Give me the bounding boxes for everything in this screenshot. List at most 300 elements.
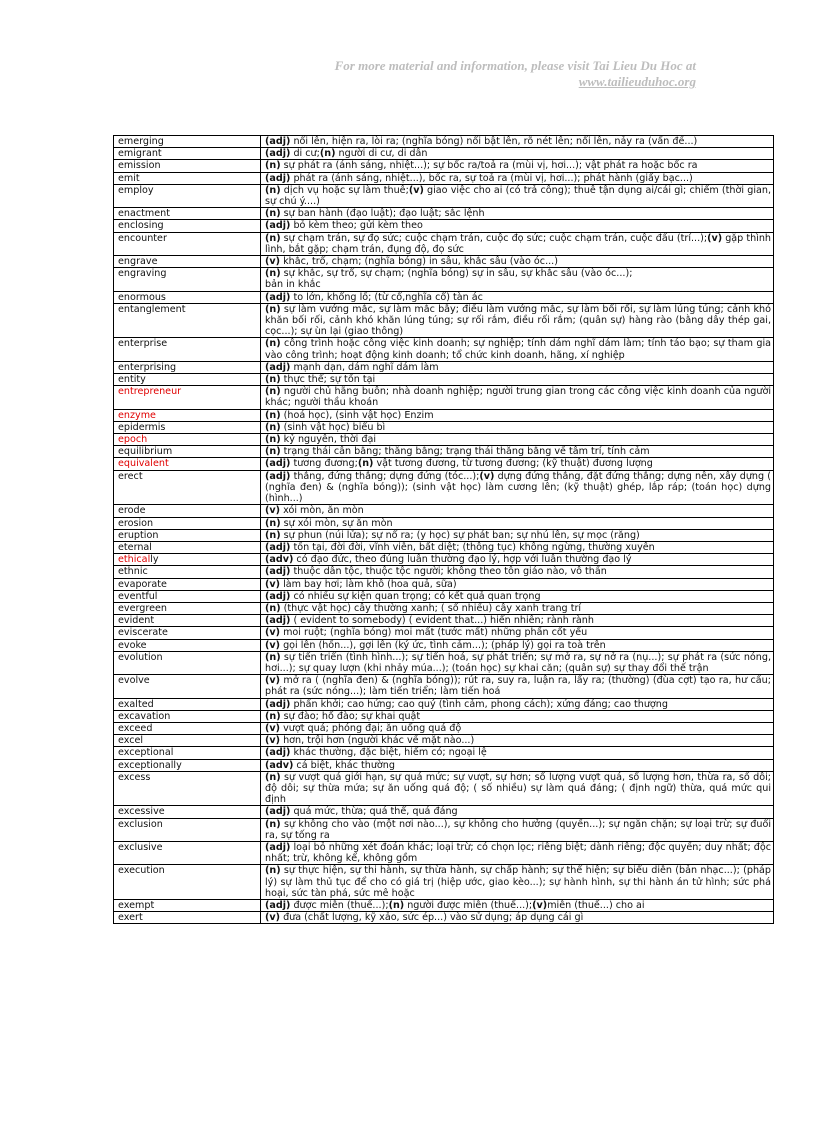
part-of-speech: (adj) xyxy=(265,172,291,184)
definition-cell xyxy=(261,865,774,900)
table-row xyxy=(114,160,774,172)
definition-text: (hoá học), (sinh vật học) Enzim xyxy=(280,409,434,421)
definition-cell xyxy=(261,208,774,220)
word-text: enterprise xyxy=(118,338,168,350)
definition-text: gặp thình lình, bắt gặp; chạm trán, đụng độ, đọ sức xyxy=(265,232,772,255)
definition-cell xyxy=(261,675,774,698)
word-text: enzyme xyxy=(118,409,156,421)
definition-text: khác thường, đặc biệt, hiếm có; ngoại lệ xyxy=(290,747,487,759)
definition-text: hơn, trội hơn (người khác về mặt nào...) xyxy=(280,735,475,747)
part-of-speech: (n) xyxy=(265,303,281,315)
definition-text: sự khắc, sự trổ, sự chạm; (nghĩa bóng) sự in sâu, sự khắc sâu (vào óc...); xyxy=(280,268,633,280)
word-cell xyxy=(114,554,261,566)
word-text: excessive xyxy=(118,806,165,818)
definition-cell xyxy=(261,735,774,747)
word-text: eviscerate xyxy=(118,627,168,639)
definition-cell xyxy=(261,578,774,590)
header-notice: For more material and information, please visit Tai Lieu Du Hoc at xyxy=(334,58,696,73)
part-of-speech: (n) xyxy=(265,434,281,446)
table-row xyxy=(114,566,774,578)
word-cell xyxy=(114,136,261,148)
table-row xyxy=(114,458,774,470)
table-row xyxy=(114,651,774,674)
word-text: erect xyxy=(118,470,143,482)
word-cell xyxy=(114,303,261,338)
word-text: exceptional xyxy=(118,747,174,759)
word-text: ethnic xyxy=(118,566,148,578)
definition-text: miễn (thuế...) cho ai xyxy=(547,900,645,911)
part-of-speech: (v) xyxy=(479,470,495,482)
table-row xyxy=(114,735,774,747)
part-of-speech: (n) xyxy=(388,900,405,911)
definition-text: giao việc cho ai (có trả công); thuê tận dụng ai/cái gì; chiếm (thời gian, sự chú ý....) xyxy=(265,184,772,208)
definition-cell xyxy=(261,338,774,361)
definition-text: công trình hoặc công việc kinh doanh; sự nghiệp; tính dám nghĩ dám làm; tính táo bạo; sự tham gia vào công trình; hoạt động kinh doanh; tổ chức kinh doanh, hãng, xí nghiệp xyxy=(265,338,771,361)
table-row xyxy=(114,578,774,590)
definition-text: thuộc dân tộc, thuộc tộc người; không theo tôn giáo nào, vô thần xyxy=(290,566,607,578)
header-link[interactable]: www.tailieuduhoc.org xyxy=(578,74,696,89)
word-text: exalted xyxy=(118,698,154,710)
table-row xyxy=(114,912,774,924)
table-row xyxy=(114,771,774,806)
definition-cell xyxy=(261,698,774,710)
part-of-speech: (adj) xyxy=(265,136,291,147)
definition-cell xyxy=(261,374,774,386)
definition-cell xyxy=(261,409,774,421)
part-of-speech: (n) xyxy=(319,148,336,160)
word-cell xyxy=(114,912,261,924)
word-text: entity xyxy=(118,374,146,386)
word-cell xyxy=(114,578,261,590)
word-cell xyxy=(114,529,261,541)
definition-cell xyxy=(261,627,774,639)
word-cell xyxy=(114,541,261,553)
word-text: emerging xyxy=(118,136,164,147)
part-of-speech: (v) xyxy=(265,627,281,639)
part-of-speech: (adj) xyxy=(265,541,291,553)
definition-cell xyxy=(261,759,774,771)
word-text: enactment xyxy=(118,208,170,220)
table-row xyxy=(114,434,774,446)
word-text: exceed xyxy=(118,722,153,734)
definition-text: đưa (chất lượng, kỹ xảo, sức ép...) vào sử dụng; áp dụng cái gì xyxy=(280,912,584,924)
word-cell xyxy=(114,421,261,433)
definition-text: sự ban hành (đạo luật); đạo luật; sắc lệnh xyxy=(280,208,485,220)
table-row xyxy=(114,710,774,722)
word-cell xyxy=(114,675,261,698)
table-row xyxy=(114,361,774,373)
word-cell xyxy=(114,651,261,674)
table-row xyxy=(114,386,774,409)
part-of-speech: (adj) xyxy=(265,615,291,627)
definition-cell xyxy=(261,148,774,160)
part-of-speech: (n) xyxy=(265,865,281,877)
definition-cell xyxy=(261,160,774,172)
word-cell xyxy=(114,627,261,639)
definition-text: mạnh dạn, dám nghĩ dám làm xyxy=(290,361,439,373)
word-cell xyxy=(114,386,261,409)
part-of-speech: (v) xyxy=(265,505,281,517)
table-row xyxy=(114,722,774,734)
table-row xyxy=(114,818,774,841)
word-cell xyxy=(114,735,261,747)
word-text: exclusion xyxy=(118,818,163,830)
word-text: erosion xyxy=(118,517,154,529)
definition-text: (thực vật học) cây thường xanh; ( số nhiều) cây xanh trang trí xyxy=(280,602,582,614)
word-text: exempt xyxy=(118,900,155,911)
table-row xyxy=(114,675,774,698)
definition-cell xyxy=(261,434,774,446)
definition-cell xyxy=(261,602,774,614)
table-row xyxy=(114,554,774,566)
part-of-speech: (n) xyxy=(265,602,281,614)
word-text: eruption xyxy=(118,529,159,541)
word-cell xyxy=(114,806,261,818)
definition-text: xói mòn, ăn mòn xyxy=(280,505,364,517)
word-text: engrave xyxy=(118,256,158,268)
part-of-speech: (n) xyxy=(265,517,281,529)
word-cell xyxy=(114,602,261,614)
word-text: execution xyxy=(118,865,165,877)
table-row xyxy=(114,421,774,433)
part-of-speech: (v) xyxy=(408,184,424,196)
part-of-speech: (adj) xyxy=(265,361,291,373)
word-text: employ xyxy=(118,184,154,196)
definition-text: có nhiều sự kiện quan trọng; có kết quả quan trọng xyxy=(290,590,541,602)
word-text: entanglement xyxy=(118,303,186,315)
definition-text: quá mức, thừa; quá thể, quá đáng xyxy=(290,806,458,818)
word-text: evident xyxy=(118,615,155,627)
word-cell xyxy=(114,256,261,268)
word-cell xyxy=(114,747,261,759)
definition-text: tồn tại, đời đời, vĩnh viễn, bất diệt; (thông tục) không ngừng, thường xuyên xyxy=(290,541,655,553)
part-of-speech: (adv) xyxy=(265,759,294,771)
part-of-speech: (v) xyxy=(707,232,723,244)
table-row xyxy=(114,374,774,386)
word-cell xyxy=(114,517,261,529)
word-highlight: ethical xyxy=(118,554,151,566)
word-text: epidermis xyxy=(118,421,166,433)
table-row xyxy=(114,541,774,553)
definition-text: được miễn (thuế...); xyxy=(290,900,389,911)
word-cell xyxy=(114,698,261,710)
definition-text: sự xói mòn, sự ăn mòn xyxy=(280,517,393,529)
table-row xyxy=(114,148,774,160)
part-of-speech: (n) xyxy=(265,232,281,244)
definition-text: to lớn, khổng lồ; (từ cổ,nghĩa cổ) tàn ác xyxy=(290,291,483,303)
definition-text: kỷ nguyên, thời đại xyxy=(280,434,377,446)
word-cell xyxy=(114,639,261,651)
part-of-speech: (v) xyxy=(265,722,281,734)
table-row xyxy=(114,639,774,651)
word-text: evaporate xyxy=(118,578,167,590)
word-text: evolution xyxy=(118,651,163,663)
part-of-speech: (n) xyxy=(265,771,281,783)
part-of-speech: (n) xyxy=(265,409,281,421)
part-of-speech: (v) xyxy=(265,735,281,747)
word-suffix: ly xyxy=(150,554,159,566)
part-of-speech: (v) xyxy=(265,639,281,651)
word-text: evolve xyxy=(118,675,150,687)
definition-cell xyxy=(261,651,774,674)
word-cell xyxy=(114,220,261,232)
word-cell xyxy=(114,268,261,291)
table-row xyxy=(114,232,774,255)
definition-cell xyxy=(261,818,774,841)
definition-text: tương đương; xyxy=(290,458,358,470)
definition-text: gọi lên (hồn...), gợi lên (ký ức, tình cảm...); (pháp lý) gọi ra toà trên xyxy=(280,639,606,651)
word-text: equilibrium xyxy=(118,446,173,458)
definition-cell xyxy=(261,458,774,470)
word-text: encounter xyxy=(118,232,167,244)
definition-text: phấn khởi; cao hứng; cao quý (tình cảm, phong cách); xứng đáng; cao thượng xyxy=(290,698,668,710)
part-of-speech: (v) xyxy=(265,578,281,590)
definition-cell xyxy=(261,806,774,818)
part-of-speech: (n) xyxy=(265,446,281,458)
definition-text: có đạo đức, theo đúng luân thường đạo lý, hợp với luân thường đạo lý xyxy=(293,554,632,566)
word-text: enclosing xyxy=(118,220,164,232)
definition-cell xyxy=(261,136,774,148)
definition-cell xyxy=(261,421,774,433)
word-text: equivalent xyxy=(118,458,169,470)
definition-cell xyxy=(261,517,774,529)
definition-cell xyxy=(261,386,774,409)
word-text: emigrant xyxy=(118,148,162,160)
definition-text: sự đào; hố đào; sự khai quật xyxy=(280,710,421,722)
table-row xyxy=(114,208,774,220)
word-text: enormous xyxy=(118,291,166,303)
part-of-speech: (v) xyxy=(265,912,281,924)
word-cell xyxy=(114,865,261,900)
part-of-speech: (adj) xyxy=(265,590,291,602)
word-cell xyxy=(114,409,261,421)
table-row xyxy=(114,184,774,207)
definition-text: (sinh vật học) biểu bì xyxy=(280,421,386,433)
definition-cell xyxy=(261,256,774,268)
definition-text: dịch vụ hoặc sự làm thuê; xyxy=(280,184,409,196)
table-row xyxy=(114,747,774,759)
part-of-speech: (adv) xyxy=(265,554,294,566)
word-cell xyxy=(114,470,261,505)
table-row xyxy=(114,409,774,421)
table-row xyxy=(114,698,774,710)
word-text: emission xyxy=(118,160,161,172)
part-of-speech: (n) xyxy=(265,374,281,386)
part-of-speech: (n) xyxy=(265,529,281,541)
word-cell xyxy=(114,759,261,771)
word-cell xyxy=(114,505,261,517)
definition-cell xyxy=(261,554,774,566)
definition-text: sự chạm trán, sự đọ sức; cuộc chạm trán, cuộc đọ sức; cuộc chạm trán, cuộc đấu (trí...); xyxy=(280,232,708,244)
definition-text: người di cư, di dân xyxy=(335,148,428,160)
definition-cell xyxy=(261,529,774,541)
word-cell xyxy=(114,148,261,160)
definition-text: mở ra ( (nghĩa đen) & (nghĩa bóng)); rút ra, suy ra, luận ra, lấy ra; (thường) (đùa cợt) tạo ra, hư cấu; phát ra (sức nóng...); làm tiến triển; làm tiến hoá xyxy=(265,675,771,698)
definition-cell xyxy=(261,184,774,207)
table-row xyxy=(114,446,774,458)
part-of-speech: (adj) xyxy=(265,470,291,482)
table-row xyxy=(114,172,774,184)
table-row xyxy=(114,602,774,614)
definition-text: sự phát ra (ánh sáng, nhiệt...); sự bốc ra/toả ra (mùi vị, hơi...); vật phát ra hoặc bốc ra xyxy=(280,160,698,172)
part-of-speech: (adj) xyxy=(265,566,291,578)
table-row xyxy=(114,136,774,148)
definition-cell xyxy=(261,900,774,912)
definition-text: nổi lên, hiện ra, lòi ra; (nghĩa bóng) nổi bật lên, rõ nét lên; nổi lên, nảy ra (vấn đề...) xyxy=(290,136,698,147)
word-text: engraving xyxy=(118,268,167,280)
table-row xyxy=(114,338,774,361)
word-cell xyxy=(114,446,261,458)
part-of-speech: (adj) xyxy=(265,841,291,853)
definition-text: dựng đứng thẳng, đặt đứng thẳng; dựng nên, xây dựng ( (nghĩa đen) & (nghĩa bóng)); (sinh vật học) làm cương lên; (kỹ thuật) ghép, lắp ráp; (toán học) dựng (hình...) xyxy=(265,470,772,505)
definition-cell xyxy=(261,590,774,602)
word-text: excel xyxy=(118,735,144,747)
word-text: enterprising xyxy=(118,361,177,373)
definition-text: người chủ hãng buôn; nhà doanh nghiệp; người trung gian trong các công việc kinh doanh của người khác; người thầu khoán xyxy=(265,386,771,409)
word-text: evoke xyxy=(118,639,147,651)
table-row xyxy=(114,627,774,639)
table-row xyxy=(114,517,774,529)
part-of-speech: (n) xyxy=(265,818,281,830)
table-row xyxy=(114,841,774,864)
definition-text: sự tiến triển (tình hình...); sự tiến hoá, sự phát triển; sự mở ra, sự nở ra (nụ...); sự phát ra (sức nóng, hơi...); sự quay lượn (khi nhảy múa...); (toán học) sự khai căn; (quân sự) sự thay đổi thế trận xyxy=(265,651,771,674)
vocabulary-table xyxy=(113,135,774,924)
definition-text: di cư; xyxy=(290,148,320,160)
word-cell xyxy=(114,710,261,722)
table-row xyxy=(114,806,774,818)
word-text: erode xyxy=(118,505,146,517)
word-cell xyxy=(114,722,261,734)
word-cell xyxy=(114,374,261,386)
word-text: epoch xyxy=(118,434,148,446)
word-cell xyxy=(114,615,261,627)
definition-cell xyxy=(261,710,774,722)
definition-text: khắc, trổ, chạm; (nghĩa bóng) in sâu, khắc sâu (vào óc...) xyxy=(280,256,558,268)
definition-cell xyxy=(261,722,774,734)
word-text: excavation xyxy=(118,710,171,722)
table-row xyxy=(114,291,774,303)
definition-text: phát ra (ánh sáng, nhiệt...), bốc ra, sự toả ra (mùi vị, hơi...); phát hành (giấy bạc...) xyxy=(290,172,693,184)
definition-cell xyxy=(261,747,774,759)
definition-text: người được miễn (thuế...); xyxy=(404,900,533,911)
definition-cell xyxy=(261,361,774,373)
table-row xyxy=(114,220,774,232)
definition-cell xyxy=(261,232,774,255)
definition-text: vật tương đương, từ tương đương; (kỹ thuật) đương lượng xyxy=(373,458,653,470)
table-row xyxy=(114,303,774,338)
word-cell xyxy=(114,458,261,470)
definition-text: moi ruột; (nghĩa bóng) moi mất (tước mất) những phần cốt yếu xyxy=(280,627,588,639)
part-of-speech: (v) xyxy=(265,256,281,268)
part-of-speech: (adj) xyxy=(265,148,291,160)
word-cell xyxy=(114,590,261,602)
definition-text: sự vượt quá giới hạn, sự quá mức; sự vượt, sự hơn; số lượng vượt quá, số lượng hơn, thừa ra, số dôi; độ dôi; sự thừa mứa; sự ăn uống quá độ; ( số nhiều) sự làm quá đáng; ( định ngữ) thừa, quá mức qui định xyxy=(265,771,771,806)
word-text: excess xyxy=(118,771,151,783)
definition-cell xyxy=(261,639,774,651)
word-text: exert xyxy=(118,912,143,924)
definition-cell xyxy=(261,615,774,627)
definition-text: loại bỏ những xét đoán khác; loại trừ; có chọn lọc; riêng biệt; dành riêng; độc quyền; duy nhất; độc nhất; trừ, không kể, không gồm xyxy=(265,841,771,865)
word-text: evergreen xyxy=(118,602,167,614)
table-row xyxy=(114,615,774,627)
part-of-speech: (adj) xyxy=(265,698,291,710)
definition-cell xyxy=(261,771,774,806)
part-of-speech: (adj) xyxy=(265,806,291,818)
definition-text: sự thực hiện, sự thi hành, sự thừa hành, sự chấp hành; sự thể hiện; sự biểu diễn (bản nhạc...); (pháp lý) sự làm thủ tục để cho có giá trị (hiệp ước, giao kèo...); sự hành hình, sự thi hành án tử hình; sức phá hoại, sức tàn phá, sức mê hoặc xyxy=(265,865,771,899)
part-of-speech: (n) xyxy=(357,458,374,470)
table-row xyxy=(114,268,774,291)
definition-text: ( evident to somebody) ( evident that...) hiển nhiên; rành rành xyxy=(290,615,594,627)
word-cell xyxy=(114,208,261,220)
table-row xyxy=(114,256,774,268)
word-text: eternal xyxy=(118,541,152,553)
part-of-speech: (n) xyxy=(265,421,281,433)
part-of-speech: (n) xyxy=(265,184,281,196)
word-text: exceptionally xyxy=(118,759,182,771)
word-text: eventful xyxy=(118,590,158,602)
table-row xyxy=(114,529,774,541)
definition-text: thực thể; sự tồn tại xyxy=(280,374,376,386)
definition-cell xyxy=(261,446,774,458)
part-of-speech: (n) xyxy=(265,651,281,663)
word-cell xyxy=(114,172,261,184)
word-cell xyxy=(114,841,261,864)
part-of-speech: (n) xyxy=(265,208,281,220)
definition-text: bỏ kèm theo; gửi kèm theo xyxy=(290,220,423,232)
part-of-speech: (n) xyxy=(265,160,281,172)
word-cell xyxy=(114,818,261,841)
part-of-speech: (adj) xyxy=(265,458,291,470)
definition-text: sự không cho vào (một nơi nào...), sự không cho hưởng (quyền...); sự ngăn chặn; sự loại trừ; sự đuổi ra, sự tống ra xyxy=(265,818,771,841)
definition-text: làm bay hơi; làm khô (hoa quả, sữa) xyxy=(280,578,457,590)
word-cell xyxy=(114,291,261,303)
word-cell xyxy=(114,566,261,578)
definition-text: cá biệt, khác thường xyxy=(293,759,395,771)
word-text: exclusive xyxy=(118,841,163,853)
word-cell xyxy=(114,184,261,207)
part-of-speech: (n) xyxy=(265,338,281,350)
definition-cell xyxy=(261,912,774,924)
definition-cell xyxy=(261,470,774,505)
definition-cell xyxy=(261,172,774,184)
word-cell xyxy=(114,160,261,172)
table-row xyxy=(114,590,774,602)
table-row xyxy=(114,759,774,771)
part-of-speech: (adj) xyxy=(265,220,291,232)
definition-cell xyxy=(261,291,774,303)
word-cell xyxy=(114,361,261,373)
definition-text: trạng thái cân bằng; thăng bằng; trạng thái thăng bằng về tâm trí, tính cảm xyxy=(280,446,650,458)
part-of-speech: (v) xyxy=(532,900,548,911)
table-row xyxy=(114,865,774,900)
word-text: entrepreneur xyxy=(118,386,182,398)
definition-text: vượt quá; phóng đại; ăn uống quá độ xyxy=(280,722,462,734)
definition-cell xyxy=(261,541,774,553)
part-of-speech: (n) xyxy=(265,710,281,722)
definition-text: thẳng, đứng thẳng; dựng đứng (tóc...); xyxy=(290,470,480,482)
table-row xyxy=(114,900,774,912)
word-text: emit xyxy=(118,172,140,184)
word-cell xyxy=(114,232,261,255)
word-cell xyxy=(114,338,261,361)
table-row xyxy=(114,470,774,505)
definition-cell xyxy=(261,268,774,291)
definition-cell xyxy=(261,841,774,864)
definition-cell xyxy=(261,505,774,517)
word-cell xyxy=(114,771,261,806)
part-of-speech: (adj) xyxy=(265,747,291,759)
definition-cell xyxy=(261,566,774,578)
